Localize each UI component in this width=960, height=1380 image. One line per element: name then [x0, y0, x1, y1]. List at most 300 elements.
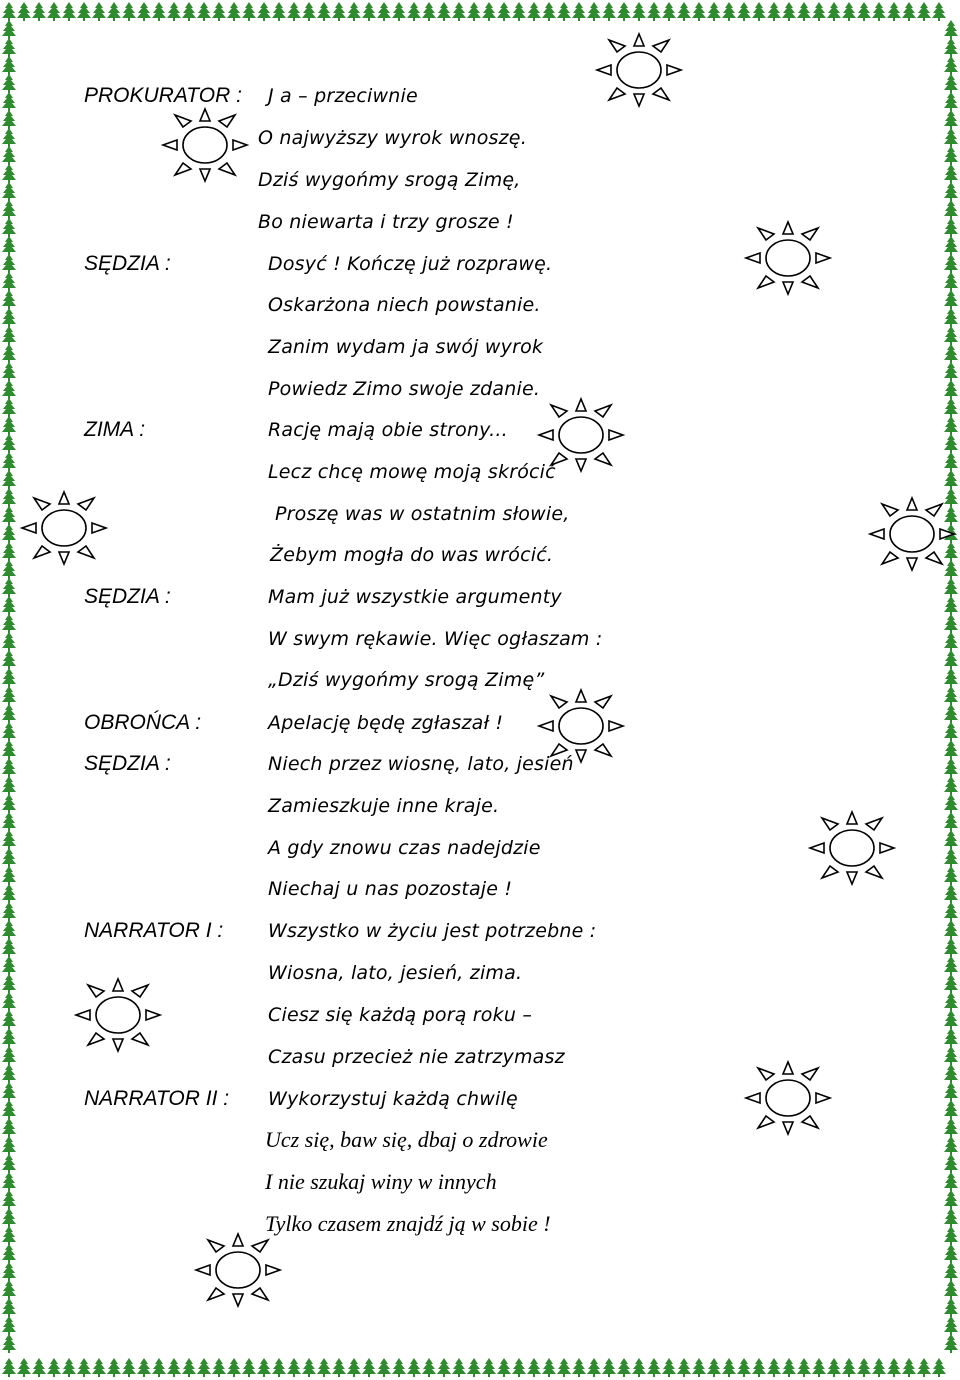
christmas-tree-icon [2, 884, 16, 903]
christmas-tree-icon [2, 1118, 16, 1137]
christmas-tree-icon [2, 686, 16, 705]
christmas-tree-icon [197, 2, 211, 21]
christmas-tree-icon [944, 920, 958, 939]
christmas-tree-icon [944, 740, 958, 759]
christmas-tree-icon [944, 128, 958, 147]
christmas-tree-icon [32, 2, 46, 21]
christmas-tree-icon [944, 20, 958, 39]
christmas-tree-icon [347, 1358, 361, 1377]
christmas-tree-icon [917, 2, 931, 21]
speaker-label-narrator-1: NARRATOR I : [84, 919, 224, 942]
christmas-tree-icon [647, 1358, 661, 1377]
speaker-label-zima: ZIMA : [84, 418, 146, 441]
christmas-tree-icon [2, 164, 16, 183]
christmas-tree-icon [944, 974, 958, 993]
christmas-tree-icon [944, 38, 958, 57]
verse-line: Ucz się, baw się, dbaj o zdrowie [265, 1127, 548, 1152]
christmas-tree-icon [2, 794, 16, 813]
christmas-tree-icon [2, 866, 16, 885]
christmas-tree-icon [497, 2, 511, 21]
christmas-tree-icon [872, 1358, 886, 1377]
christmas-tree-icon [17, 2, 31, 21]
christmas-tree-icon [332, 2, 346, 21]
christmas-tree-icon [2, 1298, 16, 1317]
christmas-tree-icon [2, 416, 16, 435]
christmas-tree-icon [2, 776, 16, 795]
christmas-tree-icon [944, 146, 958, 165]
christmas-tree-icon [944, 1010, 958, 1029]
christmas-tree-icon [2, 506, 16, 525]
christmas-tree-icon [944, 596, 958, 615]
christmas-tree-icon [452, 1358, 466, 1377]
christmas-tree-icon [122, 1358, 136, 1377]
christmas-tree-icon [944, 1172, 958, 1191]
christmas-tree-icon [2, 434, 16, 453]
christmas-tree-icon [272, 1358, 286, 1377]
christmas-tree-icon [2, 56, 16, 75]
christmas-tree-icon [2, 200, 16, 219]
christmas-tree-icon [2, 542, 16, 561]
christmas-tree-icon [944, 956, 958, 975]
verse-line: Żebym mogła do was wrócić. [270, 544, 554, 566]
christmas-tree-icon [2, 218, 16, 237]
christmas-tree-icon [602, 1358, 616, 1377]
christmas-tree-icon [257, 2, 271, 21]
verse-line: Dosyć ! Kończę już rozprawę. [268, 253, 553, 275]
christmas-tree-icon [2, 1190, 16, 1209]
christmas-tree-icon [944, 236, 958, 255]
christmas-tree-icon [362, 2, 376, 21]
christmas-tree-icon [557, 2, 571, 21]
christmas-tree-icon [944, 416, 958, 435]
christmas-tree-icon [2, 20, 16, 39]
christmas-tree-icon [287, 1358, 301, 1377]
speaker-label-narrator-2: NARRATOR II : [84, 1087, 230, 1110]
christmas-tree-icon [944, 434, 958, 453]
christmas-tree-icon [2, 938, 16, 957]
christmas-tree-icon [452, 2, 466, 21]
christmas-tree-icon [302, 1358, 316, 1377]
christmas-tree-icon [2, 1064, 16, 1083]
verse-line: Dziś wygońmy srogą Zimę, [258, 169, 521, 191]
christmas-tree-icon [944, 380, 958, 399]
christmas-tree-icon [17, 1358, 31, 1377]
christmas-tree-icon [944, 722, 958, 741]
christmas-tree-icon [944, 1190, 958, 1209]
christmas-tree-icon [2, 956, 16, 975]
verse-line: Proszę was w ostatnim słowie, [275, 503, 570, 525]
verse-line: Wszystko w życiu jest potrzebne : [268, 920, 597, 942]
christmas-tree-icon [2, 128, 16, 147]
christmas-tree-icon [437, 1358, 451, 1377]
christmas-tree-icon [617, 2, 631, 21]
christmas-tree-icon [137, 1358, 151, 1377]
sun-icon [806, 808, 898, 888]
christmas-tree-icon [944, 686, 958, 705]
verse-line: Niechaj u nas pozostaje ! [268, 878, 513, 900]
christmas-tree-icon [767, 1358, 781, 1377]
christmas-tree-icon [2, 1154, 16, 1173]
christmas-tree-icon [2, 650, 16, 669]
christmas-tree-icon [542, 2, 556, 21]
christmas-tree-icon [872, 2, 886, 21]
christmas-tree-icon [467, 1358, 481, 1377]
speaker-label-prokurator: PROKURATOR : [84, 84, 242, 107]
christmas-tree-icon [2, 488, 16, 507]
christmas-tree-icon [842, 2, 856, 21]
verse-line: I nie szukaj winy w innych [265, 1169, 497, 1194]
christmas-tree-icon [944, 1154, 958, 1173]
christmas-tree-icon [2, 74, 16, 93]
christmas-tree-icon [944, 254, 958, 273]
christmas-tree-icon [2, 704, 16, 723]
christmas-tree-icon [2, 722, 16, 741]
sun-icon [72, 975, 164, 1055]
christmas-tree-icon [137, 2, 151, 21]
christmas-tree-icon [482, 2, 496, 21]
christmas-tree-icon [107, 1358, 121, 1377]
verse-line: Tylko czasem znajdź ją w sobie ! [265, 1211, 551, 1236]
christmas-tree-icon [737, 2, 751, 21]
christmas-tree-icon [2, 398, 16, 417]
christmas-tree-icon [167, 2, 181, 21]
christmas-tree-icon [647, 2, 661, 21]
christmas-tree-icon [2, 326, 16, 345]
christmas-tree-icon [422, 1358, 436, 1377]
verse-line: Czasu przecież nie zatrzymasz [268, 1046, 565, 1068]
christmas-tree-icon [2, 38, 16, 57]
christmas-tree-icon [2, 578, 16, 597]
christmas-tree-icon [944, 1298, 958, 1317]
christmas-tree-icon [47, 2, 61, 21]
christmas-tree-icon [767, 2, 781, 21]
christmas-tree-icon [2, 254, 16, 273]
christmas-tree-icon [2, 1172, 16, 1191]
verse-line: Powiedz Zimo swoje zdanie. [268, 378, 541, 400]
christmas-tree-icon [2, 812, 16, 831]
christmas-tree-icon [2, 1262, 16, 1281]
speaker-label-sedzia: SĘDZIA : [84, 252, 171, 275]
christmas-tree-icon [944, 1118, 958, 1137]
christmas-tree-icon [392, 2, 406, 21]
christmas-tree-icon [272, 2, 286, 21]
christmas-tree-icon [2, 110, 16, 129]
christmas-tree-icon [944, 362, 958, 381]
christmas-tree-icon [677, 1358, 691, 1377]
christmas-tree-icon [692, 2, 706, 21]
christmas-tree-icon [707, 2, 721, 21]
christmas-tree-icon [944, 1136, 958, 1155]
christmas-tree-icon [2, 614, 16, 633]
christmas-tree-icon [944, 182, 958, 201]
christmas-tree-icon [722, 2, 736, 21]
christmas-tree-icon [2, 920, 16, 939]
christmas-tree-icon [944, 632, 958, 651]
christmas-tree-icon [944, 830, 958, 849]
christmas-tree-icon [617, 1358, 631, 1377]
christmas-tree-icon [2, 632, 16, 651]
christmas-tree-icon [944, 902, 958, 921]
christmas-tree-icon [362, 1358, 376, 1377]
verse-line: Lecz chcę mowę moją skrócić [268, 461, 556, 483]
christmas-tree-icon [887, 2, 901, 21]
christmas-tree-icon [812, 2, 826, 21]
christmas-tree-icon [512, 1358, 526, 1377]
christmas-tree-icon [752, 2, 766, 21]
christmas-tree-icon [347, 2, 361, 21]
christmas-tree-icon [377, 2, 391, 21]
christmas-tree-icon [602, 2, 616, 21]
christmas-tree-icon [2, 596, 16, 615]
sun-icon [593, 30, 685, 110]
christmas-tree-icon [827, 2, 841, 21]
christmas-tree-icon [707, 1358, 721, 1377]
christmas-tree-icon [2, 362, 16, 381]
christmas-tree-icon [527, 2, 541, 21]
christmas-tree-icon [407, 1358, 421, 1377]
christmas-tree-icon [944, 56, 958, 75]
christmas-tree-icon [944, 470, 958, 489]
christmas-tree-icon [77, 1358, 91, 1377]
christmas-tree-icon [437, 2, 451, 21]
christmas-tree-icon [662, 1358, 676, 1377]
christmas-tree-icon [2, 290, 16, 309]
christmas-tree-icon [587, 2, 601, 21]
christmas-tree-icon [227, 1358, 241, 1377]
christmas-tree-icon [944, 938, 958, 957]
christmas-tree-icon [797, 1358, 811, 1377]
verse-line: Zamieszkuje inne kraje. [268, 795, 500, 817]
christmas-tree-icon [392, 1358, 406, 1377]
christmas-tree-icon [944, 92, 958, 111]
christmas-tree-icon [944, 1064, 958, 1083]
christmas-tree-icon [2, 740, 16, 759]
christmas-tree-icon [167, 1358, 181, 1377]
verse-line: J a – przeciwnie [268, 85, 418, 107]
christmas-tree-icon [377, 1358, 391, 1377]
christmas-tree-icon [932, 2, 946, 21]
christmas-tree-icon [944, 1046, 958, 1065]
christmas-tree-icon [944, 1208, 958, 1227]
christmas-tree-icon [527, 1358, 541, 1377]
christmas-tree-icon [944, 992, 958, 1011]
christmas-tree-icon [842, 1358, 856, 1377]
christmas-tree-icon [944, 1262, 958, 1281]
christmas-tree-icon [887, 1358, 901, 1377]
christmas-tree-icon [944, 1226, 958, 1245]
sun-icon [160, 105, 250, 185]
sun-icon [742, 218, 834, 298]
christmas-tree-icon [152, 2, 166, 21]
christmas-tree-icon [2, 92, 16, 111]
christmas-tree-icon [572, 1358, 586, 1377]
christmas-tree-icon [557, 1358, 571, 1377]
christmas-tree-icon [587, 1358, 601, 1377]
christmas-tree-icon [944, 326, 958, 345]
christmas-tree-icon [737, 1358, 751, 1377]
christmas-tree-icon [467, 2, 481, 21]
christmas-tree-icon [242, 2, 256, 21]
christmas-tree-icon [944, 1100, 958, 1119]
christmas-tree-icon [197, 1358, 211, 1377]
christmas-tree-icon [944, 218, 958, 237]
christmas-tree-icon [2, 236, 16, 255]
verse-line: Mam już wszystkie argumenty [268, 586, 562, 608]
christmas-tree-icon [677, 2, 691, 21]
christmas-tree-icon [287, 2, 301, 21]
christmas-tree-icon [2, 1028, 16, 1047]
christmas-tree-icon [944, 164, 958, 183]
christmas-tree-icon [944, 866, 958, 885]
christmas-tree-icon [32, 1358, 46, 1377]
christmas-tree-icon [107, 2, 121, 21]
christmas-tree-icon [212, 1358, 226, 1377]
christmas-tree-icon [512, 2, 526, 21]
christmas-tree-icon [47, 1358, 61, 1377]
christmas-tree-icon [2, 1358, 16, 1377]
verse-line: Apelację będę zgłaszał ! [268, 712, 504, 734]
christmas-tree-icon [2, 1136, 16, 1155]
christmas-tree-icon [2, 1046, 16, 1065]
christmas-tree-icon [944, 290, 958, 309]
christmas-tree-icon [827, 1358, 841, 1377]
christmas-tree-icon [212, 2, 226, 21]
verse-line: Bo niewarta i trzy grosze ! [258, 211, 514, 233]
verse-line: Zanim wydam ja swój wyrok [268, 336, 544, 358]
christmas-tree-icon [944, 650, 958, 669]
christmas-tree-icon [242, 1358, 256, 1377]
christmas-tree-icon [77, 2, 91, 21]
christmas-tree-icon [692, 1358, 706, 1377]
christmas-tree-icon [944, 110, 958, 129]
christmas-tree-icon [944, 272, 958, 291]
christmas-tree-icon [857, 2, 871, 21]
christmas-tree-icon [782, 2, 796, 21]
christmas-tree-icon [2, 380, 16, 399]
christmas-tree-icon [2, 1244, 16, 1263]
verse-line: Wiosna, lato, jesień, zima. [268, 962, 523, 984]
christmas-tree-icon [2, 560, 16, 579]
christmas-tree-icon [2, 848, 16, 867]
verse-line: W swym rękawie. Więc ogłaszam : [268, 628, 603, 650]
christmas-tree-icon [944, 344, 958, 363]
verse-line: O najwyższy wyrok wnoszę. [258, 127, 527, 149]
christmas-tree-icon [944, 668, 958, 687]
christmas-tree-icon [944, 578, 958, 597]
christmas-tree-icon [752, 1358, 766, 1377]
verse-line: „Dziś wygońmy srogą Zimę” [268, 669, 545, 691]
christmas-tree-icon [332, 1358, 346, 1377]
verse-line: Wykorzystuj każdą chwilę [268, 1088, 518, 1110]
christmas-tree-icon [944, 794, 958, 813]
christmas-tree-icon [302, 2, 316, 21]
christmas-tree-icon [497, 1358, 511, 1377]
christmas-tree-icon [797, 2, 811, 21]
christmas-tree-icon [944, 308, 958, 327]
christmas-tree-icon [944, 704, 958, 723]
christmas-tree-icon [2, 902, 16, 921]
christmas-tree-icon [2, 992, 16, 1011]
christmas-tree-icon [944, 1028, 958, 1047]
christmas-tree-icon [227, 2, 241, 21]
christmas-tree-icon [2, 1100, 16, 1119]
christmas-tree-icon [944, 1244, 958, 1263]
christmas-tree-icon [542, 1358, 556, 1377]
christmas-tree-icon [944, 74, 958, 93]
christmas-tree-icon [2, 452, 16, 471]
christmas-tree-icon [2, 344, 16, 363]
christmas-tree-icon [2, 830, 16, 849]
sun-icon [18, 488, 110, 568]
christmas-tree-icon [812, 1358, 826, 1377]
christmas-tree-icon [2, 1226, 16, 1245]
christmas-tree-icon [632, 2, 646, 21]
christmas-tree-icon [722, 1358, 736, 1377]
christmas-tree-icon [944, 200, 958, 219]
christmas-tree-icon [2, 668, 16, 687]
christmas-tree-icon [944, 812, 958, 831]
christmas-tree-icon [92, 2, 106, 21]
christmas-tree-icon [782, 1358, 796, 1377]
christmas-tree-icon [944, 1280, 958, 1299]
christmas-tree-icon [944, 1334, 958, 1353]
christmas-tree-icon [2, 1082, 16, 1101]
speaker-label-sedzia: SĘDZIA : [84, 585, 171, 608]
christmas-tree-icon [122, 2, 136, 21]
christmas-tree-icon [317, 2, 331, 21]
christmas-tree-icon [2, 1208, 16, 1227]
christmas-tree-icon [92, 1358, 106, 1377]
christmas-tree-icon [632, 1358, 646, 1377]
christmas-tree-icon [152, 1358, 166, 1377]
christmas-tree-icon [2, 1010, 16, 1029]
christmas-tree-icon [2, 524, 16, 543]
christmas-tree-icon [62, 2, 76, 21]
sun-icon [866, 494, 958, 574]
christmas-tree-icon [317, 1358, 331, 1377]
christmas-tree-icon [944, 1316, 958, 1335]
christmas-tree-icon [944, 758, 958, 777]
christmas-tree-icon [944, 884, 958, 903]
christmas-tree-icon [2, 1334, 16, 1353]
christmas-tree-icon [182, 2, 196, 21]
christmas-tree-icon [902, 1358, 916, 1377]
christmas-tree-icon [2, 2, 16, 21]
christmas-tree-icon [2, 272, 16, 291]
christmas-tree-icon [2, 1316, 16, 1335]
christmas-tree-icon [572, 2, 586, 21]
speaker-label-obronca: OBROŃCA : [84, 711, 202, 734]
christmas-tree-icon [662, 2, 676, 21]
verse-line: A gdy znowu czas nadejdzie [268, 837, 541, 859]
christmas-tree-icon [2, 470, 16, 489]
christmas-tree-icon [482, 1358, 496, 1377]
christmas-tree-icon [257, 1358, 271, 1377]
christmas-tree-icon [944, 614, 958, 633]
christmas-tree-icon [944, 398, 958, 417]
christmas-tree-icon [944, 1082, 958, 1101]
speaker-label-sedzia: SĘDZIA : [84, 752, 171, 775]
christmas-tree-icon [2, 974, 16, 993]
christmas-tree-icon [944, 452, 958, 471]
christmas-tree-icon [2, 146, 16, 165]
christmas-tree-icon [422, 2, 436, 21]
christmas-tree-icon [932, 1358, 946, 1377]
verse-line: Niech przez wiosnę, lato, jesień [268, 753, 574, 775]
christmas-tree-icon [2, 308, 16, 327]
christmas-tree-icon [902, 2, 916, 21]
christmas-tree-icon [2, 1280, 16, 1299]
